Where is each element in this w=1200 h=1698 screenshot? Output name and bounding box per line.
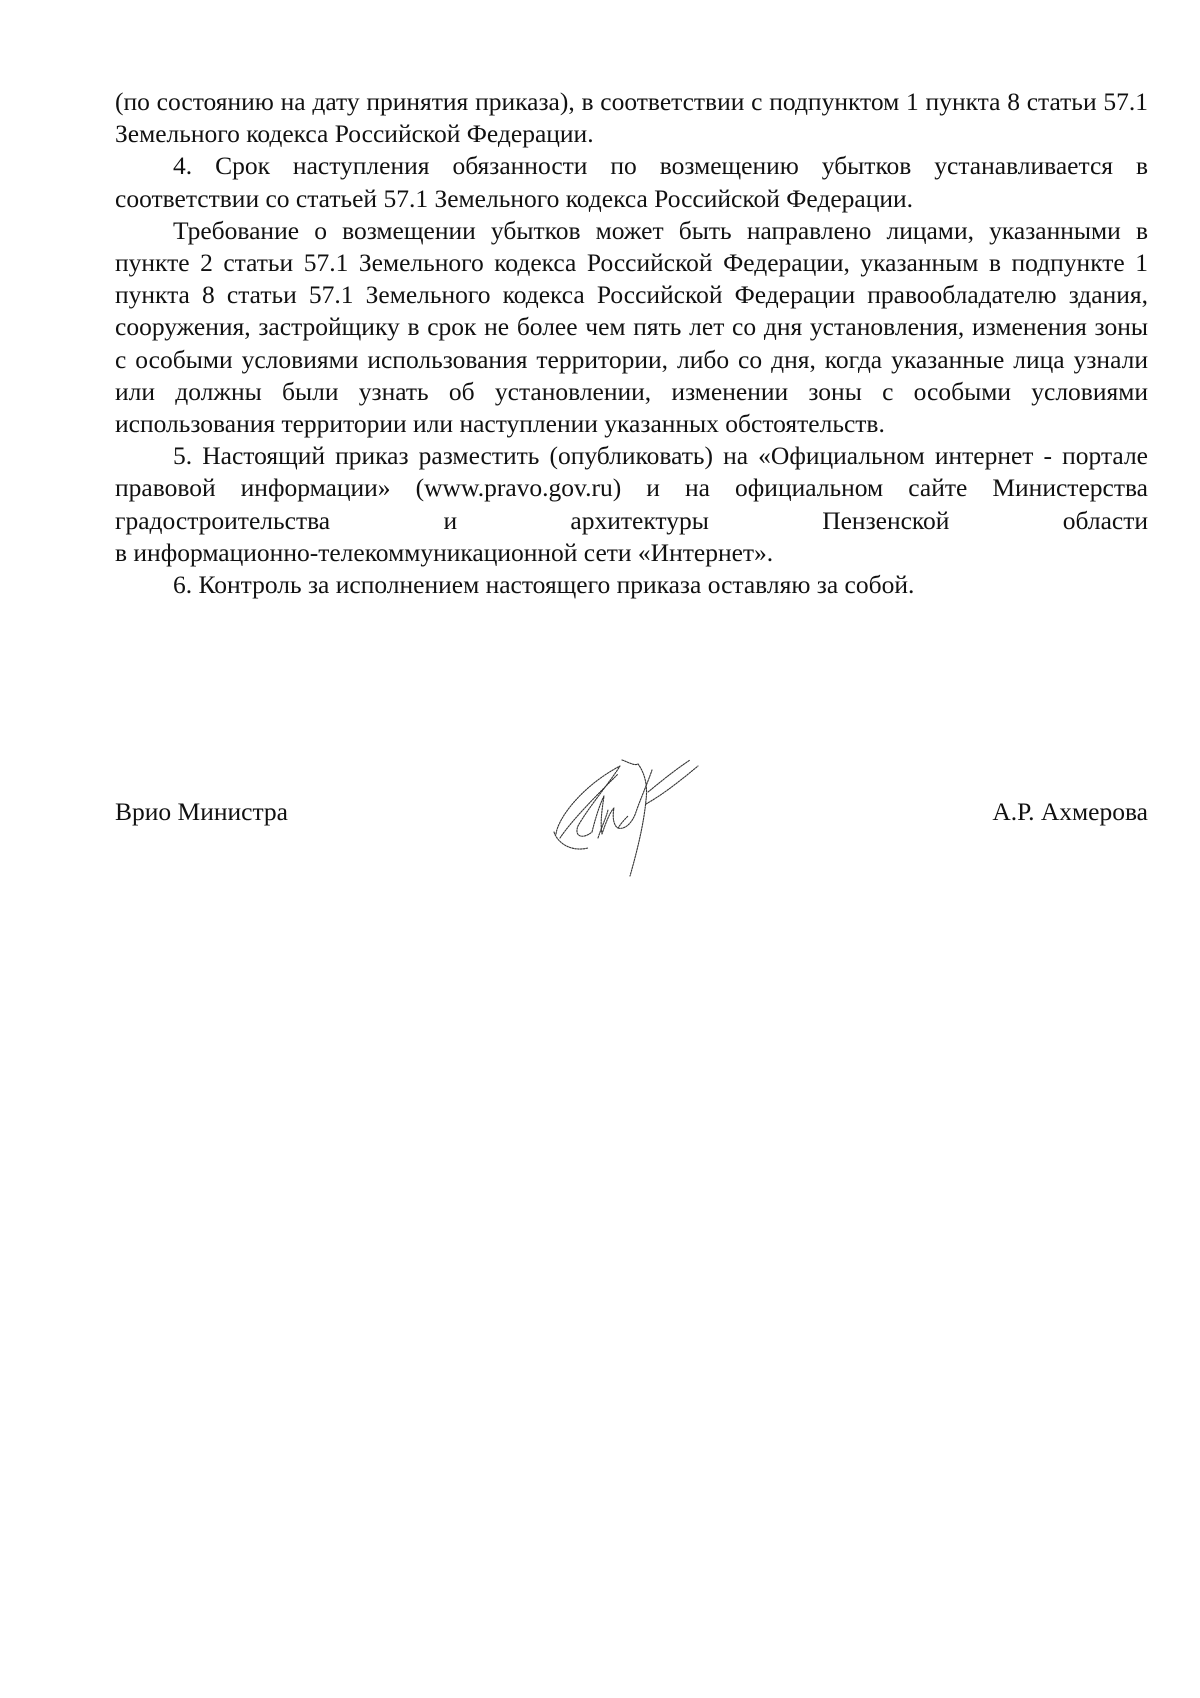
paragraph-claim-requirement: Требование о возмещении убытков может быть направлено лицами, указанными в пункте 2 статьи 57.1 Земельного кодекса Российской Федерации, указанным в подпункте 1 пункта 8 статьи 57.1 Земельного кодекса Российской Федерации правообладателю здания, сооружения, застройщику в срок не более чем пять лет со дня установления, изменения зоны с особыми условиями использования территории, либо со дня, когда указанные лица узнали или должны были узнать об установлении, изменении зоны с особыми условиями использования территории или наступлении указанных обстоятельств. (115, 215, 1148, 439)
paragraph-continuation: (по состоянию на дату принятия приказа), в соответствии с подпунктом 1 пункта 8 статьи 57.1 Земельного кодекса Российской Федерации. (115, 87, 1148, 149)
paragraph-item-5: 5. Настоящий приказ разместить (опубликовать) на «Официальном интернет - портале правовой информации» (www.pravo.gov.ru) и на официальном сайте Министерства градостроительства и архитектуры Пензенской области (115, 441, 1148, 535)
paragraph-item-4: 4. Срок наступления обязанности по возмещению убытков устанавливается в соответствии со статьей 57.1 Земельного кодекса Российской Федерации. (115, 151, 1148, 213)
paragraph-item-6: 6. Контроль за исполнением настоящего приказа оставляю за собой. (173, 570, 915, 600)
handwritten-signature-icon (548, 752, 718, 884)
document-body (115, 86, 1148, 601)
signatory-position: Врио Министра (115, 797, 288, 826)
signatory-name: А.Р. Ахмерова (992, 797, 1148, 826)
paragraph-item-5-continuation: в информационно-телекоммуникационной сети «Интернет». (115, 537, 774, 567)
